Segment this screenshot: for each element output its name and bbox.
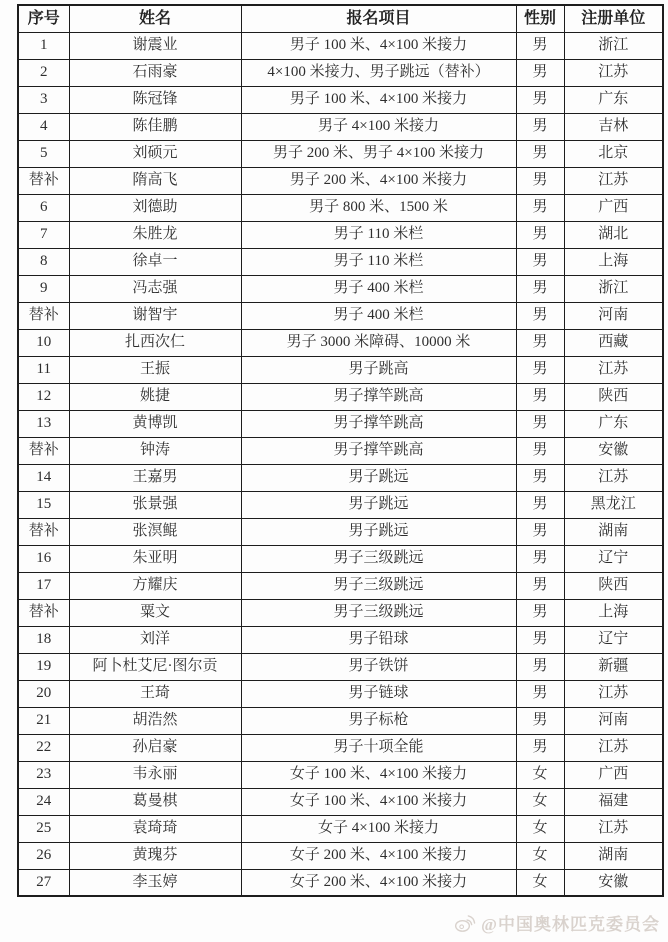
- cell-index: 16: [18, 545, 69, 572]
- cell-name: 胡浩然: [69, 707, 241, 734]
- cell-name: 葛曼棋: [69, 788, 241, 815]
- cell-unit: 河南: [564, 707, 663, 734]
- cell-gender: 男: [516, 113, 564, 140]
- cell-events: 男子 3000 米障碍、10000 米: [241, 329, 516, 356]
- cell-index: 22: [18, 734, 69, 761]
- cell-index: 27: [18, 869, 69, 896]
- cell-index: 替补: [18, 518, 69, 545]
- table-row: [18, 464, 663, 491]
- cell-name: 隋高飞: [69, 167, 241, 194]
- cell-events: 男子 400 米栏: [241, 275, 516, 302]
- cell-name: 谢智宇: [69, 302, 241, 329]
- cell-events: 男子三级跳远: [241, 599, 516, 626]
- cell-name: 石雨豪: [69, 59, 241, 86]
- cell-index: 8: [18, 248, 69, 275]
- table-row: [18, 842, 663, 869]
- cell-name: 李玉婷: [69, 869, 241, 896]
- table-row: [18, 437, 663, 464]
- col-header-events: 报名项目: [241, 5, 516, 32]
- cell-events: 男子三级跳远: [241, 572, 516, 599]
- cell-gender: 男: [516, 32, 564, 59]
- col-header-name: 姓名: [69, 5, 241, 32]
- cell-gender: 男: [516, 599, 564, 626]
- cell-name: 朱胜龙: [69, 221, 241, 248]
- cell-index: 7: [18, 221, 69, 248]
- cell-name: 陈冠锋: [69, 86, 241, 113]
- cell-name: 徐卓一: [69, 248, 241, 275]
- cell-events: 男子铅球: [241, 626, 516, 653]
- cell-unit: 新疆: [564, 653, 663, 680]
- cell-events: 男子标枪: [241, 707, 516, 734]
- table-row: [18, 734, 663, 761]
- cell-unit: 辽宁: [564, 626, 663, 653]
- table-row: [18, 626, 663, 653]
- cell-gender: 男: [516, 356, 564, 383]
- cell-gender: 男: [516, 167, 564, 194]
- cell-gender: 男: [516, 734, 564, 761]
- cell-name: 黄博凯: [69, 410, 241, 437]
- cell-unit: 广西: [564, 761, 663, 788]
- cell-name: 袁琦琦: [69, 815, 241, 842]
- cell-name: 刘德助: [69, 194, 241, 221]
- table-row: [18, 356, 663, 383]
- cell-unit: 黑龙江: [564, 491, 663, 518]
- cell-events: 男子铁饼: [241, 653, 516, 680]
- cell-gender: 男: [516, 545, 564, 572]
- table-row: [18, 32, 663, 59]
- cell-events: 男子十项全能: [241, 734, 516, 761]
- header-row: [18, 5, 663, 32]
- cell-unit: 广东: [564, 410, 663, 437]
- cell-events: 女子 4×100 米接力: [241, 815, 516, 842]
- cell-events: 男子 4×100 米接力: [241, 113, 516, 140]
- cell-index: 替补: [18, 437, 69, 464]
- table-row: [18, 329, 663, 356]
- cell-index: 1: [18, 32, 69, 59]
- cell-name: 朱亚明: [69, 545, 241, 572]
- col-header-unit: 注册单位: [564, 5, 663, 32]
- cell-index: 15: [18, 491, 69, 518]
- cell-unit: 广西: [564, 194, 663, 221]
- cell-name: 王琦: [69, 680, 241, 707]
- cell-unit: 北京: [564, 140, 663, 167]
- cell-gender: 男: [516, 194, 564, 221]
- cell-name: 张景强: [69, 491, 241, 518]
- cell-unit: 江苏: [564, 734, 663, 761]
- table-row: [18, 491, 663, 518]
- cell-unit: 湖南: [564, 518, 663, 545]
- table-row: [18, 653, 663, 680]
- cell-gender: 男: [516, 410, 564, 437]
- cell-index: 12: [18, 383, 69, 410]
- cell-unit: 安徽: [564, 437, 663, 464]
- cell-unit: 陕西: [564, 572, 663, 599]
- cell-unit: 江苏: [564, 167, 663, 194]
- table-row: [18, 113, 663, 140]
- cell-unit: 浙江: [564, 32, 663, 59]
- table-row: [18, 869, 663, 896]
- cell-events: 男子 200 米、男子 4×100 米接力: [241, 140, 516, 167]
- cell-index: 18: [18, 626, 69, 653]
- cell-index: 21: [18, 707, 69, 734]
- cell-name: 谢震业: [69, 32, 241, 59]
- cell-name: 冯志强: [69, 275, 241, 302]
- watermark: [454, 910, 660, 935]
- cell-events: 男子跳高: [241, 356, 516, 383]
- cell-index: 11: [18, 356, 69, 383]
- cell-unit: 广东: [564, 86, 663, 113]
- cell-gender: 男: [516, 626, 564, 653]
- cell-gender: 男: [516, 140, 564, 167]
- cell-gender: 男: [516, 491, 564, 518]
- table-row: [18, 59, 663, 86]
- cell-gender: 男: [516, 248, 564, 275]
- cell-name: 张溟鲲: [69, 518, 241, 545]
- cell-name: 王振: [69, 356, 241, 383]
- cell-events: 男子链球: [241, 680, 516, 707]
- cell-index: 4: [18, 113, 69, 140]
- cell-index: 3: [18, 86, 69, 113]
- cell-name: 扎西次仁: [69, 329, 241, 356]
- cell-events: 男子 100 米、4×100 米接力: [241, 86, 516, 113]
- cell-events: 男子撑竿跳高: [241, 383, 516, 410]
- cell-gender: 女: [516, 761, 564, 788]
- table-row: [18, 572, 663, 599]
- table-row: [18, 545, 663, 572]
- cell-index: 9: [18, 275, 69, 302]
- cell-gender: 男: [516, 329, 564, 356]
- cell-index: 19: [18, 653, 69, 680]
- cell-gender: 男: [516, 572, 564, 599]
- cell-gender: 女: [516, 788, 564, 815]
- cell-gender: 男: [516, 275, 564, 302]
- table-row: [18, 275, 663, 302]
- cell-index: 替补: [18, 599, 69, 626]
- cell-gender: 女: [516, 815, 564, 842]
- cell-events: 男子 800 米、1500 米: [241, 194, 516, 221]
- cell-index: 23: [18, 761, 69, 788]
- table-row: [18, 761, 663, 788]
- cell-events: 男子 400 米栏: [241, 302, 516, 329]
- cell-unit: 湖北: [564, 221, 663, 248]
- cell-events: 女子 100 米、4×100 米接力: [241, 761, 516, 788]
- col-header-gender: 性别: [516, 5, 564, 32]
- cell-gender: 女: [516, 869, 564, 896]
- cell-events: 男子撑竿跳高: [241, 410, 516, 437]
- cell-gender: 男: [516, 86, 564, 113]
- cell-unit: 河南: [564, 302, 663, 329]
- cell-gender: 男: [516, 221, 564, 248]
- cell-unit: 江苏: [564, 356, 663, 383]
- table-row: [18, 302, 663, 329]
- cell-unit: 江苏: [564, 59, 663, 86]
- table-row: [18, 707, 663, 734]
- cell-gender: 男: [516, 383, 564, 410]
- cell-index: 14: [18, 464, 69, 491]
- cell-events: 男子 100 米、4×100 米接力: [241, 32, 516, 59]
- cell-gender: 男: [516, 59, 564, 86]
- table-row: [18, 248, 663, 275]
- table-row: [18, 86, 663, 113]
- table-row: [18, 167, 663, 194]
- col-header-index: 序号: [18, 5, 69, 32]
- table-row: [18, 680, 663, 707]
- cell-events: 男子三级跳远: [241, 545, 516, 572]
- cell-events: 女子 200 米、4×100 米接力: [241, 842, 516, 869]
- cell-unit: 江苏: [564, 680, 663, 707]
- cell-index: 24: [18, 788, 69, 815]
- cell-gender: 男: [516, 437, 564, 464]
- cell-events: 男子跳远: [241, 491, 516, 518]
- table-row: [18, 599, 663, 626]
- cell-index: 25: [18, 815, 69, 842]
- cell-events: 4×100 米接力、男子跳远（替补）: [241, 59, 516, 86]
- cell-unit: 西藏: [564, 329, 663, 356]
- cell-index: 替补: [18, 167, 69, 194]
- watermark-text: @中国奥林匹克委员会: [481, 915, 660, 934]
- cell-unit: 江苏: [564, 815, 663, 842]
- cell-name: 陈佳鹏: [69, 113, 241, 140]
- cell-unit: 陕西: [564, 383, 663, 410]
- cell-index: 2: [18, 59, 69, 86]
- table-row: [18, 194, 663, 221]
- cell-events: 男子 110 米栏: [241, 248, 516, 275]
- cell-name: 方耀庆: [69, 572, 241, 599]
- cell-gender: 男: [516, 707, 564, 734]
- table-row: [18, 788, 663, 815]
- cell-index: 26: [18, 842, 69, 869]
- cell-gender: 女: [516, 842, 564, 869]
- cell-name: 阿卜杜艾尼·图尔贡: [69, 653, 241, 680]
- cell-index: 13: [18, 410, 69, 437]
- cell-unit: 福建: [564, 788, 663, 815]
- cell-unit: 辽宁: [564, 545, 663, 572]
- cell-name: 刘硕元: [69, 140, 241, 167]
- cell-events: 男子 110 米栏: [241, 221, 516, 248]
- cell-events: 男子 200 米、4×100 米接力: [241, 167, 516, 194]
- cell-index: 20: [18, 680, 69, 707]
- table-row: [18, 815, 663, 842]
- cell-name: 钟涛: [69, 437, 241, 464]
- table-row: [18, 518, 663, 545]
- weibo-logo-icon: [454, 913, 476, 933]
- cell-events: 男子跳远: [241, 464, 516, 491]
- cell-index: 替补: [18, 302, 69, 329]
- cell-name: 黄瑰芬: [69, 842, 241, 869]
- cell-name: 韦永丽: [69, 761, 241, 788]
- cell-events: 男子撑竿跳高: [241, 437, 516, 464]
- cell-unit: 上海: [564, 599, 663, 626]
- cell-unit: 上海: [564, 248, 663, 275]
- cell-gender: 男: [516, 302, 564, 329]
- cell-name: 粟文: [69, 599, 241, 626]
- table-row: [18, 410, 663, 437]
- cell-gender: 男: [516, 464, 564, 491]
- cell-gender: 男: [516, 518, 564, 545]
- cell-unit: 江苏: [564, 464, 663, 491]
- cell-name: 刘洋: [69, 626, 241, 653]
- cell-unit: 浙江: [564, 275, 663, 302]
- cell-events: 女子 200 米、4×100 米接力: [241, 869, 516, 896]
- table-row: [18, 140, 663, 167]
- table-row: [18, 383, 663, 410]
- cell-unit: 安徽: [564, 869, 663, 896]
- cell-index: 10: [18, 329, 69, 356]
- cell-events: 女子 100 米、4×100 米接力: [241, 788, 516, 815]
- table-row: [18, 221, 663, 248]
- cell-name: 姚捷: [69, 383, 241, 410]
- cell-gender: 男: [516, 653, 564, 680]
- cell-index: 5: [18, 140, 69, 167]
- cell-unit: 吉林: [564, 113, 663, 140]
- athlete-roster-table: [17, 4, 664, 897]
- cell-unit: 湖南: [564, 842, 663, 869]
- cell-index: 17: [18, 572, 69, 599]
- cell-gender: 男: [516, 680, 564, 707]
- cell-name: 孙启豪: [69, 734, 241, 761]
- cell-index: 6: [18, 194, 69, 221]
- cell-events: 男子跳远: [241, 518, 516, 545]
- cell-name: 王嘉男: [69, 464, 241, 491]
